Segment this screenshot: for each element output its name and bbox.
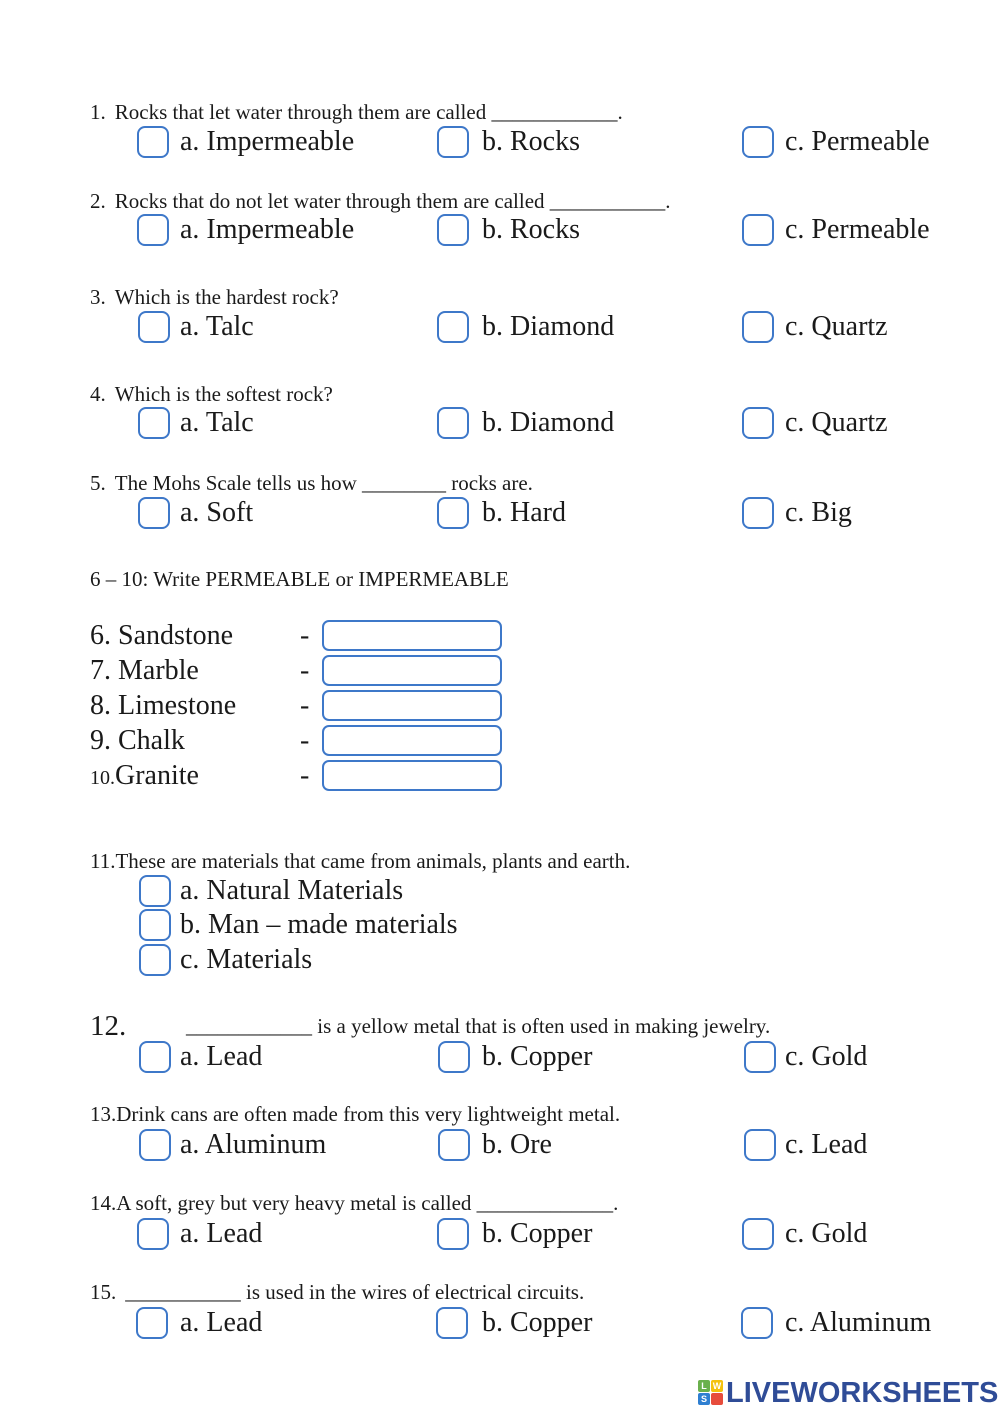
- item-10: [90, 762, 199, 790]
- item-label: Limestone: [118, 690, 237, 721]
- option-label: a. Talc: [180, 407, 254, 438]
- checkbox[interactable]: [742, 407, 774, 439]
- question-number: 1.: [90, 100, 106, 124]
- dash: -: [300, 620, 310, 651]
- logo-letter-l: L: [698, 1380, 710, 1392]
- checkbox[interactable]: [742, 497, 774, 529]
- option-label: a. Natural Materials: [180, 875, 404, 906]
- question-2: [90, 191, 671, 212]
- item-9: [90, 727, 185, 755]
- option-label: a. Impermeable: [180, 214, 355, 245]
- question-text: Which is the softest rock?: [114, 382, 333, 406]
- question-text: ___________ is used in the wires of electrical circuits.: [125, 1280, 585, 1304]
- option-label: a. Lead: [180, 1307, 263, 1338]
- checkbox[interactable]: [744, 1129, 776, 1161]
- checkbox[interactable]: [742, 126, 774, 158]
- logo-letter-w: W: [712, 1381, 722, 1391]
- option-label: c. Gold: [785, 1218, 868, 1249]
- option-label: a. Impermeable: [180, 126, 355, 157]
- item-number: 9.: [90, 725, 111, 756]
- option-label: b. Man – made materials: [180, 909, 458, 940]
- dash: -: [300, 690, 310, 721]
- question-15: [90, 1282, 584, 1303]
- logo-block: [711, 1393, 723, 1405]
- option-label: b. Rocks: [482, 126, 580, 157]
- item-number: 7.: [90, 655, 111, 686]
- dash: -: [300, 760, 310, 791]
- checkbox[interactable]: [137, 214, 169, 246]
- checkbox[interactable]: [138, 311, 170, 343]
- question-12-text: ____________ is a yellow metal that is often used in making jewelry.: [186, 1014, 771, 1038]
- option-label: b. Copper: [482, 1218, 593, 1249]
- checkbox[interactable]: [139, 1041, 171, 1073]
- option-label: b. Ore: [482, 1129, 552, 1160]
- item-label: Marble: [118, 655, 199, 686]
- checkbox[interactable]: [136, 1307, 168, 1339]
- question-number: 15.: [90, 1280, 117, 1304]
- checkbox[interactable]: [139, 944, 171, 976]
- question-3: [90, 287, 339, 308]
- logo-mark-icon: [698, 1380, 724, 1406]
- question-5: [90, 473, 533, 494]
- answer-input-8[interactable]: [322, 690, 502, 721]
- checkbox[interactable]: [139, 875, 171, 907]
- question-12-number: 12.: [90, 1010, 127, 1042]
- checkbox[interactable]: [744, 1041, 776, 1073]
- option-label: c. Gold: [785, 1041, 868, 1072]
- checkbox[interactable]: [437, 497, 469, 529]
- question-11: 11.These are materials that came from animals, plants and earth.: [90, 849, 631, 873]
- checkbox[interactable]: [137, 1218, 169, 1250]
- checkbox[interactable]: [437, 1218, 469, 1250]
- checkbox[interactable]: [742, 214, 774, 246]
- option-label: a. Lead: [180, 1218, 263, 1249]
- dash: -: [300, 655, 310, 686]
- option-label: c. Lead: [785, 1129, 868, 1160]
- question-number: 4.: [90, 382, 106, 406]
- item-label: Granite: [115, 760, 199, 791]
- option-label: b. Copper: [482, 1041, 593, 1072]
- checkbox[interactable]: [742, 311, 774, 343]
- item-label: Chalk: [118, 725, 185, 756]
- option-label: b. Rocks: [482, 214, 580, 245]
- question-13: 13.Drink cans are often made from this very lightweight metal.: [90, 1102, 621, 1126]
- checkbox[interactable]: [138, 407, 170, 439]
- checkbox[interactable]: [139, 909, 171, 941]
- answer-input-9[interactable]: [322, 725, 502, 756]
- item-7: [90, 657, 199, 685]
- item-number: 6.: [90, 620, 111, 651]
- item-label: Sandstone: [118, 620, 234, 651]
- answer-input-10[interactable]: [322, 760, 502, 791]
- question-number: 5.: [90, 471, 106, 495]
- checkbox[interactable]: [437, 126, 469, 158]
- item-number: 10.: [90, 767, 115, 789]
- liveworksheets-logo: [698, 1378, 998, 1408]
- option-label: a. Aluminum: [180, 1129, 327, 1160]
- logo-letter-s: S: [698, 1393, 710, 1405]
- question-text: Rocks that do not let water through them are called ___________.: [114, 189, 671, 213]
- checkbox[interactable]: [437, 407, 469, 439]
- option-label: c. Quartz: [785, 407, 888, 438]
- question-text: Rocks that let water through them are called ____________.: [114, 100, 623, 124]
- question-number: 3.: [90, 285, 106, 309]
- question-1: [90, 102, 623, 123]
- checkbox[interactable]: [138, 497, 170, 529]
- answer-input-6[interactable]: [322, 620, 502, 651]
- option-label: b. Hard: [482, 497, 566, 528]
- option-label: c. Permeable: [785, 126, 930, 157]
- option-label: c. Aluminum: [785, 1307, 932, 1338]
- option-label: b. Diamond: [482, 407, 615, 438]
- option-label: a. Talc: [180, 311, 254, 342]
- checkbox[interactable]: [741, 1307, 773, 1339]
- option-label: c. Big: [785, 497, 852, 528]
- option-label: b. Diamond: [482, 311, 615, 342]
- option-label: b. Copper: [482, 1307, 593, 1338]
- item-number: 8.: [90, 690, 111, 721]
- dash: -: [300, 725, 310, 756]
- question-text: The Mohs Scale tells us how ________ rocks are.: [114, 471, 533, 495]
- checkbox[interactable]: [438, 1041, 470, 1073]
- answer-input-7[interactable]: [322, 655, 502, 686]
- option-label: c. Quartz: [785, 311, 888, 342]
- checkbox[interactable]: [139, 1129, 171, 1161]
- question-number: 2.: [90, 189, 106, 213]
- checkbox[interactable]: [742, 1218, 774, 1250]
- option-label: a. Soft: [180, 497, 254, 528]
- checkbox[interactable]: [137, 126, 169, 158]
- item-8: [90, 692, 236, 720]
- logo-text: LIVEWORKSHEETS: [726, 1376, 999, 1409]
- checkbox[interactable]: [437, 311, 469, 343]
- question-14: 14.A soft, grey but very heavy metal is called _____________.: [90, 1191, 619, 1215]
- question-text: Which is the hardest rock?: [114, 285, 339, 309]
- item-6: [90, 622, 233, 650]
- question-4: [90, 384, 333, 405]
- checkbox[interactable]: [438, 1129, 470, 1161]
- option-label: c. Materials: [180, 944, 313, 975]
- section-instruction: 6 – 10: Write PERMEABLE or IMPERMEABLE: [90, 567, 509, 591]
- option-label: a. Lead: [180, 1041, 263, 1072]
- checkbox[interactable]: [437, 214, 469, 246]
- option-label: c. Permeable: [785, 214, 930, 245]
- checkbox[interactable]: [436, 1307, 468, 1339]
